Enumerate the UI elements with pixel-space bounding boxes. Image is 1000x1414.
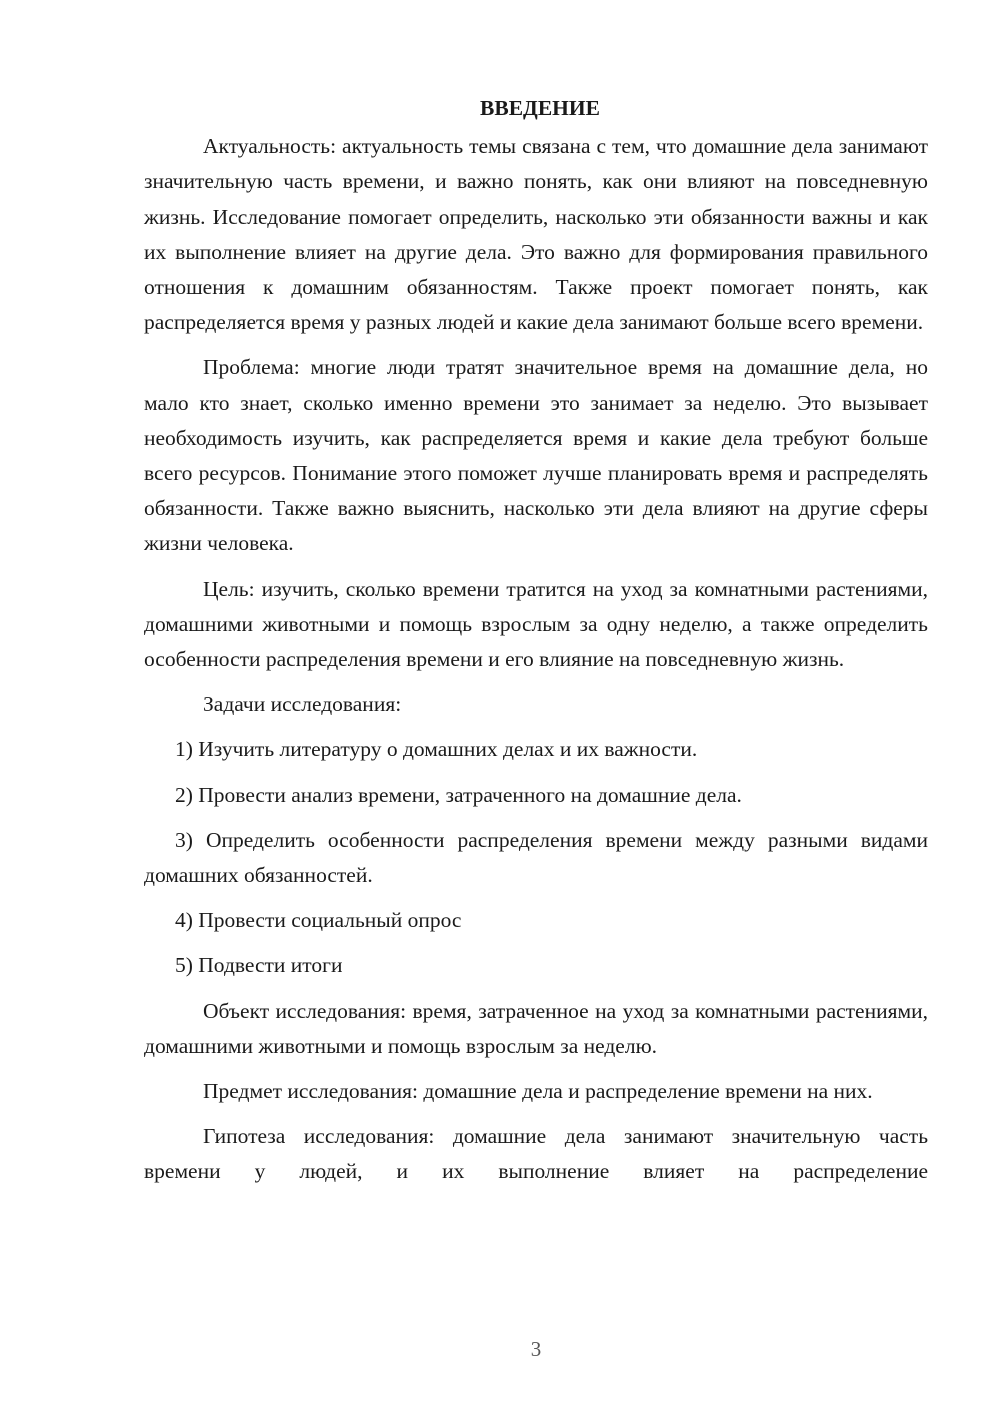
page-number: 3 (530, 1337, 542, 1361)
page-content (144, 91, 928, 1200)
relevance-paragraph: Актуальность: актуальность темы связана с тем, что домашние дела занимают значительную часть времени, и важно понять, как они влияют на повседневную жизнь. Исследование помогает определить, насколько эти обязанности важны и как их выполнение влияет на другие дела. Это важно для формирования правильного отношения к домашним обязанностям. Также проект помогает понять, как распределяется время у разных людей и какие дела занимают больше всего времени. (144, 134, 928, 335)
task-item: 5) Подвести итоги (175, 953, 343, 978)
object-paragraph: Объект исследования: время, затраченное на уход за комнатными растениями, домашними животными и помощь взрослым за неделю. (144, 998, 928, 1058)
hypothesis-paragraph: Гипотеза исследования: домашние дела занимают значительную часть времени у людей, и их выполнение влияет на распределение (144, 1124, 928, 1184)
section-title: ВВЕДЕНИЕ (480, 96, 600, 120)
goal-paragraph: Цель: изучить, сколько времени тратится на уход за комнатными растениями, домашними животными и помощь взрослым за одну неделю, а также определить особенности распределения времени и его влияние на повседневную жизнь. (144, 576, 928, 672)
task-item: 4) Провести социальный опрос (175, 908, 462, 933)
problem-paragraph: Проблема: многие люди тратят значительное время на домашние дела, но мало кто знает, сколько именно времени это занимает за неделю. Это вызывает необходимость изучить, как распределяется время и какие дела требуют больше всего ресурсов. Понимание этого поможет лучше планировать время и распределять обязанности. Также важно выяснить, насколько эти дела влияют на другие сферы жизни человека. (144, 355, 928, 556)
subject-paragraph: Предмет исследования: домашние дела и распределение времени на них. (203, 1079, 873, 1104)
task-item: 3) Определить особенности распределения времени между разными видами домашних обязанностей. (144, 827, 928, 888)
task-item: 1) Изучить литературу о домашних делах и их важности. (175, 737, 698, 762)
tasks-heading: Задачи исследования: (203, 692, 402, 717)
task-item: 2) Провести анализ времени, затраченного на домашние дела. (175, 782, 742, 807)
